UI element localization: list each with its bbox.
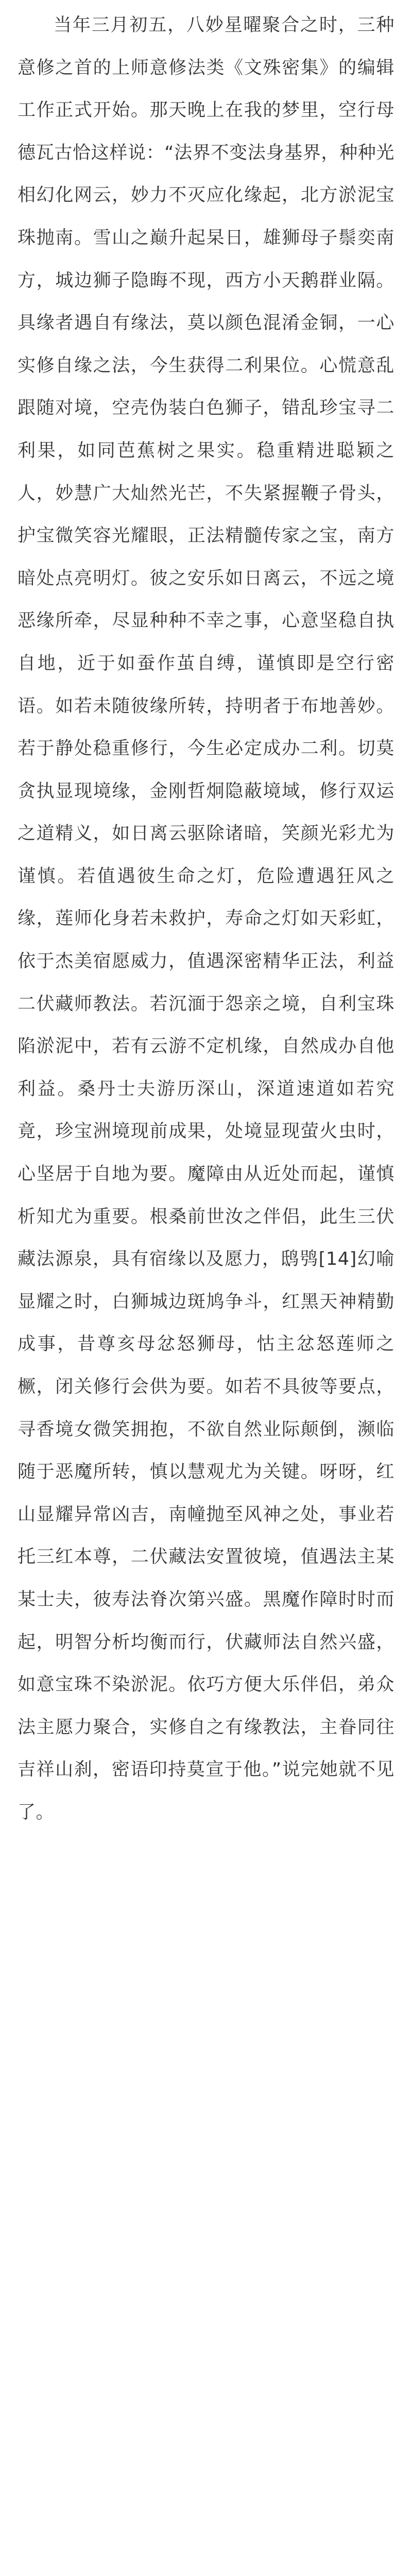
paragraph-text: 当年三月初五，八妙星曜聚合之时，三种意修之首的上师意修法类《文殊密集》的编辑工作正式开始。那天晚上在我的梦里，空行母德瓦古恰这样说：“法界不变法身基界，种种光相幻化网云，妙力不灭应化缘起，北方淤泥宝珠抛南。雪山之巅升起杲日，雄狮母子鬃奕南方，城边狮子隐晦不现，西方小天鹅群业隔。具缘者遇自有缘法，莫以颜色混淆金铜，一心实修自缘之法，今生获得二利果位。心慌意乱跟随对境，空壳伪装白色狮子，错乱珍宝寻二利果，如同芭蕉树之果实。稳重精进聪颖之人，妙慧广大灿然光芒，不失紧握鞭子骨头，护宝微笑容光耀眼，正法精髓传家之宝，南方暗处点亮明灯。彼之安乐如日离云，不远之境恶缘所牵，尽显种种不幸之事，心意坚稳自执自地，近于如蚕作茧自缚，谨慎即是空行密语。如若未随彼缘所转，持明者于布地善妙。若于静处稳重修行，今生必定成办二利。切莫贪执显现境缘，金刚哲炯隐蔽境域，修行双运之道精义，如日离云驱除诸暗，笑颜光彩尤为谨慎。若值遇彼生命之灯，危险遭遇狂风之缘，莲师化身若未救护，寿命之灯如天彩虹，依于杰美宿愿威力，值遇深密精华正法，利益二伏藏师教法。若沉湎于怨亲之境，自利宝珠陷淤泥中，若有云游不定机缘，自然成办自他利益。桑丹士夫游历深山，深道速道如若究竟，珍宝洲境现前成果，处境显现萤火虫时，心坚居于自地为要。魔障由从近处而起，谨慎析知尤为重要。根桑前世汝之伴侣，此生三伏藏法源泉，具有宿缘以及愿力，鸱鸮 [18, 15, 394, 1270]
paragraph-text-continued: 幻喻显耀之时，白狮城边斑鸠争斗，红黑天神精勤成事，昔尊亥母忿怒狮母，怙主忿怒莲师之橛，闭关修行会供为要。如若不具彼等要点，寻香境女微笑拥抱，不欲自然业际颠倒，濒临随于恶魔所转，慎以慧观尤为关键。呀呀，红山显耀异常凶吉，南幢抛至风神之处，事业若托三红本尊，二伏藏法安置彼境，值遇法主某某士夫，彼寿法脊次第兴盛。黑魔作障时时而起，明智分析均衡而行，伏藏师法自然兴盛，如意宝珠不染淤泥。依巧方便大乐伴侣，弟众法主愿力聚合，实修自之有缘教法，主眷同往吉祥山刹，密语印持莫宣于他。”说完她就不见了。 [18, 1249, 395, 1823]
footnote-reference: [14] [318, 1249, 357, 1270]
body-paragraph [18, 4, 394, 1834]
